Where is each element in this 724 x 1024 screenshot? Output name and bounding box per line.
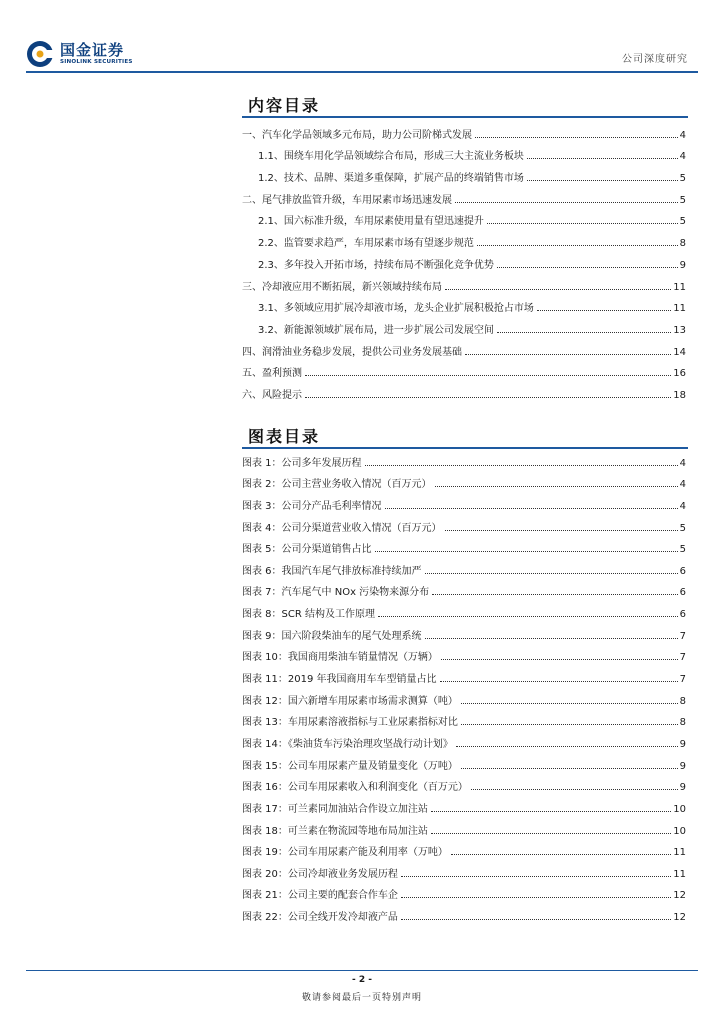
contents-entry[interactable] <box>242 227 686 249</box>
contents-entry[interactable] <box>242 206 686 228</box>
contents-entry-page: 5 <box>679 173 686 185</box>
dot-leader <box>455 202 678 203</box>
dot-leader <box>425 638 678 639</box>
figure-entry-page: 12 <box>673 890 686 902</box>
contents-entry-title: 三、冷却液应用不断拓展，新兴领域持续布局 <box>242 281 442 293</box>
contents-entry-title: 3.1、多领域应用扩展冷却液市场，龙头企业扩展积极抢占市场 <box>258 303 534 315</box>
figure-entry-page: 11 <box>673 847 686 859</box>
figure-entry-page: 10 <box>673 825 686 837</box>
figure-entry-title: 图表 20：公司冷却液业务发展历程 <box>242 868 398 880</box>
figure-entry-page: 4 <box>679 500 686 512</box>
contents-entry-page: 11 <box>673 281 686 293</box>
dot-leader <box>425 573 678 574</box>
contents-entry[interactable] <box>242 249 686 271</box>
contents-entry-title: 二、尾气排放监管升级，车用尿素市场迅速发展 <box>242 194 452 206</box>
dot-leader <box>401 897 671 898</box>
dot-leader <box>401 876 671 877</box>
figure-entry-title: 图表 6：我国汽车尾气排放标准持续加严 <box>242 565 422 577</box>
figure-entry[interactable] <box>242 620 686 642</box>
figure-entry-page: 6 <box>679 587 686 599</box>
contents-entry[interactable] <box>242 379 686 401</box>
figure-entry-title: 图表 2：公司主营业务收入情况（百万元） <box>242 479 432 491</box>
figure-entry-title: 图表 13：车用尿素溶液指标与工业尿素指标对比 <box>242 717 458 729</box>
figure-entry-page: 11 <box>673 868 686 880</box>
figure-entry-title: 图表 19：公司车用尿素产能及利用率（万吨） <box>242 847 448 859</box>
dot-leader <box>497 267 678 268</box>
figure-entry[interactable] <box>242 663 686 685</box>
page-header <box>0 0 724 72</box>
figure-entry-title: 图表 17：可兰素同加油站合作设立加注站 <box>242 803 428 815</box>
logo-chinese-name: 国金证券 <box>60 41 125 59</box>
figure-entry-title: 图表 4：公司分渠道营业收入情况（百万元） <box>242 522 442 534</box>
dot-leader <box>461 768 678 769</box>
dot-leader <box>445 289 671 290</box>
figure-entry-page: 6 <box>679 565 686 577</box>
figure-entry-title: 图表 21：公司主要的配套合作车企 <box>242 890 398 902</box>
figure-entry-title: 图表 22：公司全线开发冷却液产品 <box>242 912 398 924</box>
figures-title: 图表目录 <box>248 427 321 446</box>
figure-entry[interactable] <box>242 642 686 664</box>
page-number: - 2 - <box>352 975 372 985</box>
figure-entry-title: 图表 18：可兰素在物流园等地布局加注站 <box>242 825 428 837</box>
contents-entry[interactable] <box>242 162 686 184</box>
contents-entry[interactable] <box>242 293 686 315</box>
dot-leader <box>432 594 677 595</box>
contents-entry-page: 18 <box>673 389 686 401</box>
figure-entry-page: 4 <box>679 457 686 469</box>
contents-entry-page: 14 <box>673 346 686 358</box>
dot-leader <box>365 465 678 466</box>
figure-entry[interactable] <box>242 837 686 859</box>
contents-entry-page: 11 <box>673 303 686 315</box>
dot-leader <box>471 789 678 790</box>
footer-divider <box>26 970 698 971</box>
figure-entry[interactable] <box>242 577 686 599</box>
dot-leader <box>461 703 678 704</box>
figure-entry[interactable] <box>242 815 686 837</box>
figure-entry[interactable] <box>242 707 686 729</box>
contents-entry-title: 1.1、围绕车用化学品领域综合布局，形成三大主流业务板块 <box>258 151 524 163</box>
figure-entry-page: 7 <box>679 674 686 686</box>
figure-entry[interactable] <box>242 555 686 577</box>
dot-leader <box>378 616 678 617</box>
figure-entry-title: 图表 5：公司分渠道销售占比 <box>242 544 372 556</box>
figure-entry-page: 4 <box>679 479 686 491</box>
dot-leader <box>465 354 671 355</box>
figure-entry-title: 图表 7：汽车尾气中 NOx 污染物来源分布 <box>242 587 430 599</box>
figure-entry-page: 5 <box>679 544 686 556</box>
figure-entry[interactable] <box>242 685 686 707</box>
figure-entry-page: 8 <box>679 717 686 729</box>
dot-leader <box>431 811 671 812</box>
figure-entry-title: 图表 15：公司车用尿素产量及销量变化（万吨） <box>242 760 458 772</box>
dot-leader <box>527 158 678 159</box>
contents-entry[interactable] <box>242 336 686 358</box>
figure-entry-page: 10 <box>673 803 686 815</box>
dot-leader <box>487 223 678 224</box>
figure-entry[interactable] <box>242 901 686 923</box>
figure-entry-page: 6 <box>679 609 686 621</box>
figure-entry[interactable] <box>242 447 686 469</box>
figure-entry[interactable] <box>242 512 686 534</box>
figure-entry-page: 9 <box>679 738 686 750</box>
contents-entry-page: 4 <box>679 129 686 141</box>
figure-entry[interactable] <box>242 534 686 556</box>
figure-entry-page: 7 <box>679 630 686 642</box>
figure-entry-page: 12 <box>673 912 686 924</box>
figure-entry-page: 9 <box>679 782 686 794</box>
figure-entry-page: 8 <box>679 695 686 707</box>
figure-entry[interactable] <box>242 858 686 880</box>
contents-entry-title: 3.2、新能源领域扩展布局，进一步扩展公司发展空间 <box>258 324 494 336</box>
contents-entry-page: 13 <box>673 324 686 336</box>
contents-entry-title: 六、风险提示 <box>242 389 302 401</box>
dot-leader <box>305 375 671 376</box>
header-divider <box>26 71 698 73</box>
contents-entry[interactable] <box>242 271 686 293</box>
dot-leader <box>456 746 678 747</box>
dot-leader <box>401 919 671 920</box>
contents-entry-title: 2.3、多年投入开拓市场，持续布局不断强化竞争优势 <box>258 259 494 271</box>
figure-entry[interactable] <box>242 598 686 620</box>
dot-leader <box>477 245 678 246</box>
contents-entry-page: 5 <box>679 216 686 228</box>
figure-entry-page: 5 <box>679 522 686 534</box>
dot-leader <box>461 724 678 725</box>
dot-leader <box>475 137 678 138</box>
contents-entry-title: 2.1、国六标准升级，车用尿素使用量有望迅速提升 <box>258 216 484 228</box>
figure-entry-title: 图表 16：公司车用尿素收入和利润变化（百万元） <box>242 782 468 794</box>
dot-leader <box>527 180 678 181</box>
dot-leader <box>435 486 678 487</box>
contents-entry-page: 9 <box>679 259 686 271</box>
figure-entry-title: 图表 12：国六新增车用尿素市场需求测算（吨） <box>242 695 458 707</box>
dot-leader <box>440 681 678 682</box>
figure-entry-title: 图表 11：2019 年我国商用车车型销量占比 <box>242 674 437 686</box>
figure-entry[interactable] <box>242 750 686 772</box>
contents-entry-title: 1.2、技术、品牌、渠道多重保障，扩展产品的终端销售市场 <box>258 173 524 185</box>
contents-entry-title: 2.2、监管要求趋严，车用尿素市场有望逐步规范 <box>258 238 474 250</box>
figure-entry-title: 图表 10：我国商用柴油车销量情况（万辆） <box>242 652 438 664</box>
figure-entry-title: 图表 8：SCR 结构及工作原理 <box>242 609 375 621</box>
dot-leader <box>305 397 671 398</box>
dot-leader <box>431 833 671 834</box>
contents-entry[interactable] <box>242 358 686 380</box>
contents-entry-page: 4 <box>679 151 686 163</box>
contents-entry-page: 5 <box>679 194 686 206</box>
figure-entry[interactable] <box>242 469 686 491</box>
contents-entry-title: 四、润滑油业务稳步发展，提供公司业务发展基础 <box>242 346 462 358</box>
dot-leader <box>441 659 678 660</box>
company-logo <box>26 38 133 70</box>
dot-leader <box>537 310 671 311</box>
disclaimer-note: 敬请参阅最后一页特别声明 <box>301 993 422 1003</box>
figure-entry-page: 7 <box>679 652 686 664</box>
dot-leader <box>385 508 678 509</box>
figure-entry-title: 图表 3：公司分产品毛利率情况 <box>242 500 382 512</box>
contents-entry[interactable] <box>242 119 686 141</box>
report-type-label: 公司深度研究 <box>622 54 688 65</box>
contents-entry-page: 16 <box>673 368 686 380</box>
contents-title: 内容目录 <box>248 96 321 115</box>
dot-leader <box>497 332 671 333</box>
figure-entry[interactable] <box>242 772 686 794</box>
dot-leader <box>375 551 678 552</box>
contents-entry-page: 8 <box>679 238 686 250</box>
contents-entry-title: 一、汽车化学品领域多元布局，助力公司阶梯式发展 <box>242 129 472 141</box>
logo-english-name: SINOLINK SECURITIES <box>60 59 133 65</box>
dot-leader <box>445 530 678 531</box>
contents-entry-title: 五、盈利预测 <box>242 368 302 380</box>
contents-list <box>242 119 686 401</box>
logo-icon <box>26 40 54 68</box>
figure-entry[interactable] <box>242 793 686 815</box>
figure-entry-title: 图表 14：《柴油货车污染治理攻坚战行动计划》 <box>242 738 453 750</box>
figure-entry-title: 图表 1：公司多年发展历程 <box>242 457 362 469</box>
contents-entry[interactable] <box>242 184 686 206</box>
figure-entry[interactable] <box>242 728 686 750</box>
contents-entry[interactable] <box>242 141 686 163</box>
figure-entry-title: 图表 9：国六阶段柴油车的尾气处理系统 <box>242 630 422 642</box>
figure-entry[interactable] <box>242 490 686 512</box>
contents-entry[interactable] <box>242 314 686 336</box>
dot-leader <box>451 854 671 855</box>
figure-entry-page: 9 <box>679 760 686 772</box>
contents-title-divider <box>242 116 688 118</box>
figure-entry[interactable] <box>242 880 686 902</box>
figures-list <box>242 447 686 923</box>
